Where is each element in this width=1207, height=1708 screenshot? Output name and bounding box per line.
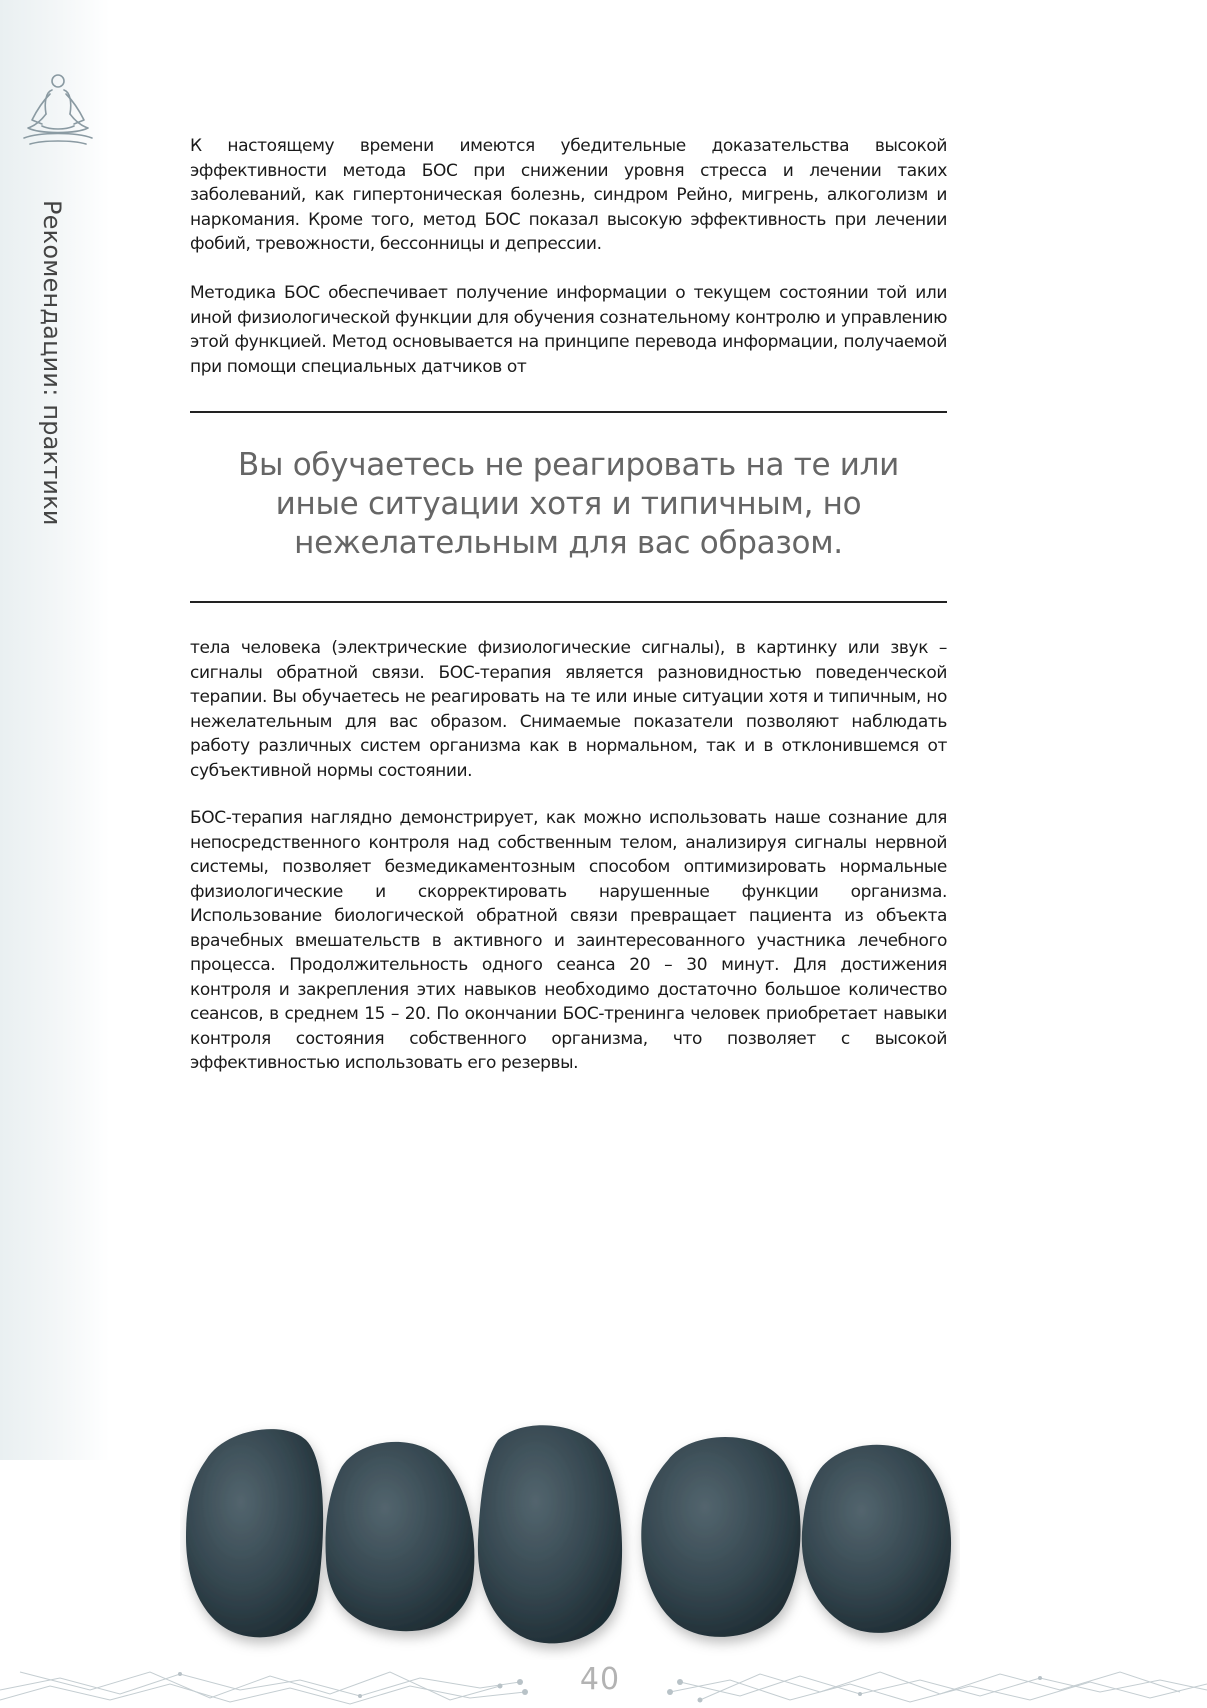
meditation-icon <box>20 72 96 146</box>
stones-illustration <box>180 1420 960 1660</box>
stone <box>641 1437 800 1637</box>
quote-divider-bottom <box>190 601 947 603</box>
body-paragraph: БОС-терапия наглядно демонстрирует, как можно использовать наше сознание для непосредственного контроля над собственным телом, анализируя сигналы нервной системы, позволяет безмедикаментозным способом оптимизировать нормальные физиологические и скорректировать нарушенные функции организма. Использование биологической обратной связи превращает пациента из объекта врачебных вмешательств в активного и заинтересованного участника лечебного процесса. Продолжительность одного сеанса 20 – 30 минут. Для достижения контроля и закрепления этих навыков необходимо достаточно большое количество сеансов, в среднем 15 – 20. По окончании БОС-тренинга человек приобретает навыки контроля состояния собственного организма, что позволяет с высокой эффективностью использовать его резервы. <box>190 808 947 1073</box>
stone <box>186 1429 323 1637</box>
body-paragraph: К настоящему времени имеются убедительные доказательства высокой эффективности метода БОС при снижении уровня стресса и лечении таких заболеваний, как гипертоническая болезнь, синдром Рейно, мигрень, алкоголизм и наркомания. Кроме того, метод БОС показал высокую эффективность при лечении фобий, тревожности, бессонницы и депрессии. <box>190 136 947 254</box>
section-title: Рекомендации: практики <box>38 200 66 526</box>
body-paragraph: тела человека (электрические физиологические сигналы), в картинку или звук – сигналы обратной связи. БОС-терапия является разновидностью поведенческой терапии. Вы обучаетесь не реагировать на те или иные ситуации хотя и типичным, но нежелательным для вас образом. Снимаемые показатели позволяют наблюдать работу различных систем организма как в нормальном, так и в отклонившемся от субъективной нормы состоянии. <box>190 638 947 781</box>
stone <box>326 1442 475 1631</box>
stone <box>802 1445 951 1633</box>
body-paragraph: Методика БОС обеспечивает получение информации о текущем состоянии той или иной физиологической функции для обучения сознательному контролю и управлению этой функцией. Метод основывается на принципе перевода информации, получаемой при помощи специальных датчиков от <box>190 283 947 377</box>
pull-quote-line: нежелательным для вас образом. <box>294 525 843 561</box>
quote-divider-top <box>190 411 947 413</box>
pull-quote <box>190 446 947 563</box>
stone <box>478 1425 622 1643</box>
pull-quote-line: иные ситуации хотя и типичным, но <box>275 486 862 522</box>
page-number: 40 <box>579 1662 621 1697</box>
pull-quote-line: Вы обучаетесь не реагировать на те или <box>238 447 899 483</box>
